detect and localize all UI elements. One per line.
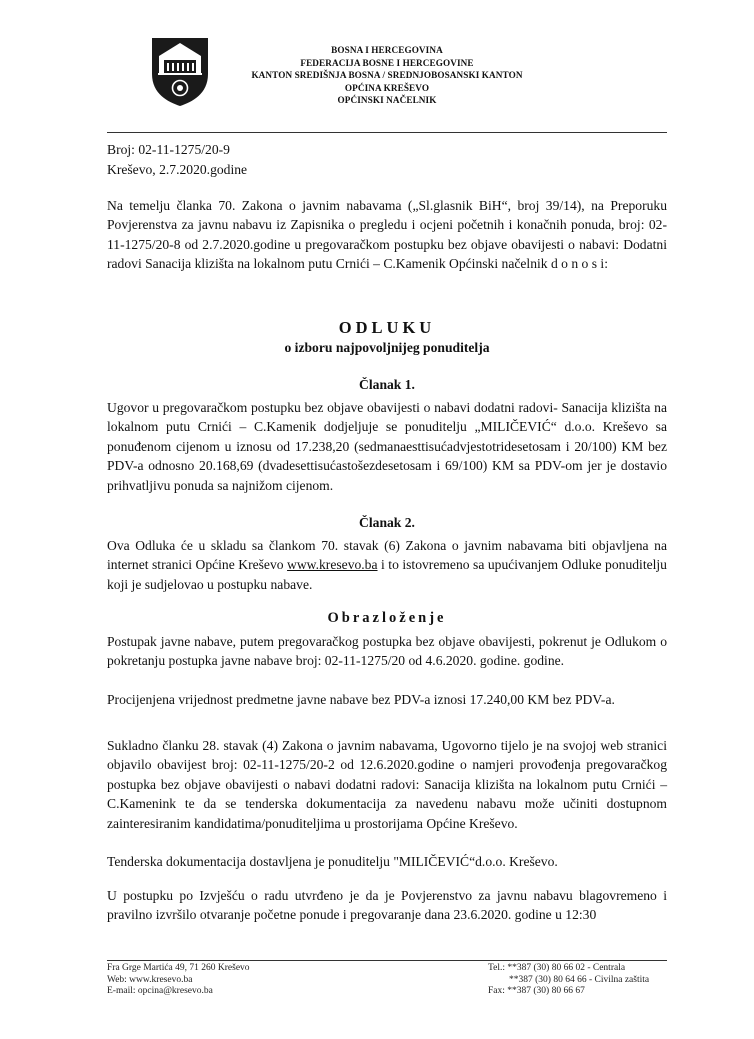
letterhead-line: FEDERACIJA BOSNE I HERCEGOVINE [300,57,474,68]
reasoning-heading: Obrazloženje [327,610,447,626]
footer-email: E-mail: opcina@kresevo.ba [107,986,213,997]
footer-phone: Tel.: **387 (30) 80 66 02 - Centrala [488,963,626,973]
decision-subtitle: o izboru najpovoljnijeg ponuditelja [284,340,490,355]
footer-divider [107,960,667,961]
letterhead-line: BOSNA I HERCEGOVINA [331,45,443,55]
municipality-crest-icon [150,36,210,108]
footer-street: Fra Grge Martića 49, 71 260 Kreševo [107,963,250,973]
intro-paragraph: Na temelju članka 70. Zakona o javnim nabavama („Sl.glasnik BiH“, broj 39/14), na Preporuku Povjerenstva za javnu nabavu iz Zapisnika o pregledu i ocjeni početnih i konačnih ponuda, broj: 02-11-1275/20-8 od 2.7.2020.godine u pregovaračkom postupku bez objave obavijesti o nabavi: Dodatni radovi Sanacija klizišta na lokalnom putu Crnići – C.Kamenik Općinski načelnik d o n o s i: [107,198,667,272]
footer-contacts [488,963,649,998]
reasoning-paragraph: Postupak javne nabave, putem pregovaračkog postupka bez objave obavijesti, pokrenut je Odlukom o pokretanju postupka javne nabave broj: 02-11-1275/20 od 4.6.2020. godine. godine. [107,634,667,669]
footer-civil-protection: **387 (30) 80 64 66 - Civilna zaštita [509,974,650,985]
letterhead-line: KANTON SREDIŠNJA BOSNA / SREDNJOBOSANSKI KANTON [251,70,523,81]
article-2-text [107,536,667,594]
footer-fax: Fax: **387 (30) 80 66 67 [488,986,585,997]
reasoning-paragraph: U postupku po Izvješću o radu utvrđeno je da je Povjerenstvo za javnu nabavu blagovremeno i pravilno izvršilo otvaranje početne ponude i pregovaranje dana 23.6.2020. godine u 12:30 [107,888,667,923]
reasoning-paragraph: Procijenjena vrijednost predmetne javne nabave bez PDV-a iznosi 17.240,00 KM bez PDV-a. [107,692,615,707]
decision-title: ODLUKU [338,318,436,337]
header-divider [107,132,667,133]
article-1-heading: Članak 1. [359,377,415,392]
letterhead-line: OPĆINSKI NAČELNIK [337,95,437,106]
footer-address [107,963,250,998]
document-reference [107,140,247,180]
article-2-text-start: Ova Odluka će u skladu sa člankom 70. stavak (6) Zakona o javnim nabavama biti objavljena na internet stranici Općine Kreševo [107,538,667,573]
article-2-heading: Članak 2. [359,515,415,530]
website-link[interactable]: www.kresevo.ba [287,557,378,573]
article-2-text-end: i to istovremeno sa upućivanjem Odluke ponuditelju koji je sudjelovao u postupku nabave. [107,557,667,592]
letterhead [220,44,554,107]
article-1-text: Ugovor u pregovaračkom postupku bez objave obavijesti o nabavi dodatni radovi- Sanacija klizišta na lokalnom putu Crnići – C.Kamenik dodjeljuje se ponuditelju „MILIČEVIĆ“ d.o.o. Kreševo sa ponuđenom cijenom u iznosu od 17.238,20 (sedmanaesttisućadvjestotridesetosam i 20/100) KM bez PDV-a odnosno 20.168,69 (dvadesettisućastošezdesetosam i 69/100) KM sa PDV-om jer je dostavio prihvatljivu ponuda sa najnižom cijenom. [107,400,667,493]
document-date: Kreševo, 2.7.2020.godine [107,162,248,177]
letterhead-line: OPĆINA KREŠEVO [344,82,430,93]
reasoning-paragraph: Tenderska dokumentacija dostavljena je ponuditelju "MILIČEVIĆ“d.o.o. Kreševo. [107,854,558,869]
reasoning-paragraph: Sukladno članku 28. stavak (4) Zakona o javnim nabavama, Ugovorno tijelo je na svojoj web stranici objavilo obavijest broj: 02-11-1275/20-2 od 12.6.2020.godine o namjeri provođenja pregovaračkog postupka bez objave obavijesti o nabavi dodatni radovi: Sanacija klizišta na lokalnom putu Crnići – C.Kamenink te da se tenderska dokumentacija za navedenu nabavu može učiniti dostupnom zainteresiranim kandidatima/ponuditeljima u prostorijama Općine Kreševo. [107,738,667,831]
footer-web: Web: www.kresevo.ba [107,974,193,985]
reference-number: Broj: 02-11-1275/20-9 [107,142,230,157]
